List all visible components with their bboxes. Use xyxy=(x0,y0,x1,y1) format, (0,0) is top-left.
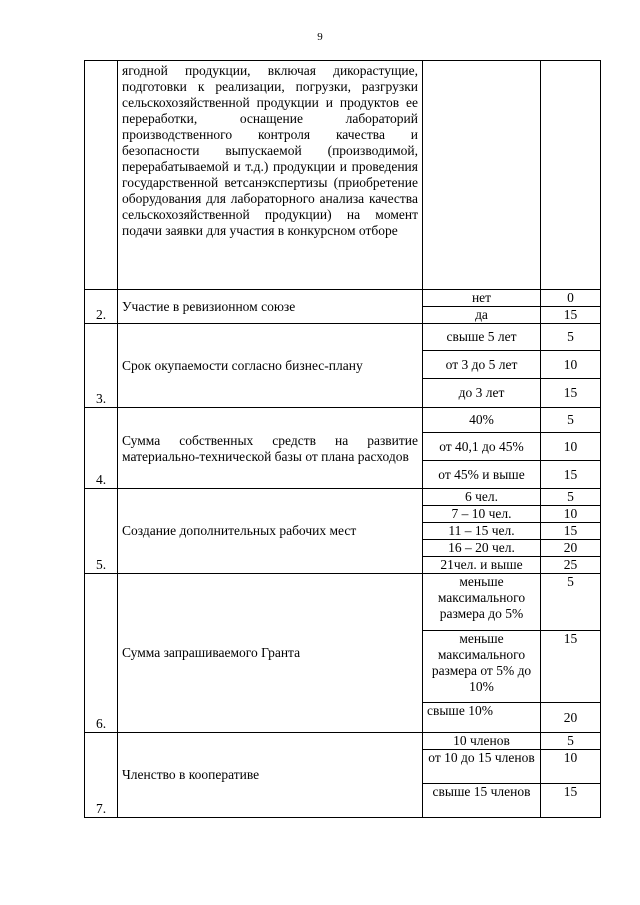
option-label: 16 – 20 чел. xyxy=(423,540,541,557)
option-label: от 10 до 15 членов xyxy=(423,750,541,784)
option-score: 15 xyxy=(541,379,601,408)
option-label: от 3 до 5 лет xyxy=(423,351,541,379)
score-cell xyxy=(541,61,601,290)
row-number: 2. xyxy=(85,290,118,324)
option-label: 10 членов xyxy=(423,733,541,750)
option-label: нет xyxy=(423,290,541,307)
option-label: 21чел. и выше xyxy=(423,557,541,574)
row-number: 3. xyxy=(85,324,118,408)
option-label: да xyxy=(423,307,541,324)
table-row xyxy=(85,489,601,506)
table-row xyxy=(85,733,601,750)
row-number-cell xyxy=(85,61,118,290)
option-label: 11 – 15 чел. xyxy=(423,523,541,540)
option-score: 5 xyxy=(541,489,601,506)
row-number: 7. xyxy=(85,733,118,818)
option-label: свыше 5 лет xyxy=(423,324,541,351)
criterion-name: Сумма запрашиваемого Гранта xyxy=(118,574,423,733)
table-row xyxy=(85,61,601,290)
option-label: свыше 10% xyxy=(423,703,541,733)
criterion-name: Участие в ревизионном союзе xyxy=(118,290,423,324)
option-score: 15 xyxy=(541,784,601,818)
option-label: 6 чел. xyxy=(423,489,541,506)
criterion-name: Срок окупаемости согласно бизнес-плану xyxy=(118,324,423,408)
option-label: до 3 лет xyxy=(423,379,541,408)
row-number: 4. xyxy=(85,408,118,489)
criterion-description: ягодной продукции, включая дикорастущие, подготовки к реализации, погрузки, разгрузки сельскохозяйственной продукции и продуктов ее переработки, оснащение лабораторий производственного контроля качества и безопасности выпускаемой (производимой, перерабатываемой и т.д.) продукции и проведения государственной ветсанэкспертизы (приобретение оборудования для лабораторного анализа качества сельскохозяйственной продукции) на момент подачи заявки для участия в конкурсном отборе xyxy=(118,61,423,290)
option-score: 15 xyxy=(541,461,601,489)
option-score: 5 xyxy=(541,733,601,750)
option-score: 0 xyxy=(541,290,601,307)
criteria-table xyxy=(84,60,601,818)
option-score: 15 xyxy=(541,307,601,324)
option-label: от 40,1 до 45% xyxy=(423,433,541,461)
criterion-name: Создание дополнительных рабочих мест xyxy=(118,489,423,574)
option-score: 25 xyxy=(541,557,601,574)
row-number: 5. xyxy=(85,489,118,574)
option-cell xyxy=(423,61,541,290)
option-score: 10 xyxy=(541,750,601,784)
table-row xyxy=(85,408,601,433)
option-score: 10 xyxy=(541,506,601,523)
option-score: 5 xyxy=(541,408,601,433)
option-score: 15 xyxy=(541,631,601,703)
table-row xyxy=(85,324,601,351)
option-score: 15 xyxy=(541,523,601,540)
option-label: свыше 15 членов xyxy=(423,784,541,818)
option-label: 40% xyxy=(423,408,541,433)
page-number: 9 xyxy=(317,31,323,43)
table-row xyxy=(85,290,601,307)
option-label: от 45% и выше xyxy=(423,461,541,489)
option-score: 5 xyxy=(541,574,601,631)
option-score: 20 xyxy=(541,703,601,733)
option-label: меньше максимального размера от 5% до 10% xyxy=(423,631,541,703)
option-score: 10 xyxy=(541,433,601,461)
row-number: 6. xyxy=(85,574,118,733)
option-label: 7 – 10 чел. xyxy=(423,506,541,523)
table-row xyxy=(85,574,601,631)
criterion-name: Членство в кооперативе xyxy=(118,733,423,818)
option-score: 20 xyxy=(541,540,601,557)
criterion-name: Сумма собственных средств на развитие материально-технической базы от плана расходов xyxy=(118,408,423,489)
option-label: меньше максимального размера до 5% xyxy=(423,574,541,631)
option-score: 5 xyxy=(541,324,601,351)
option-score: 10 xyxy=(541,351,601,379)
